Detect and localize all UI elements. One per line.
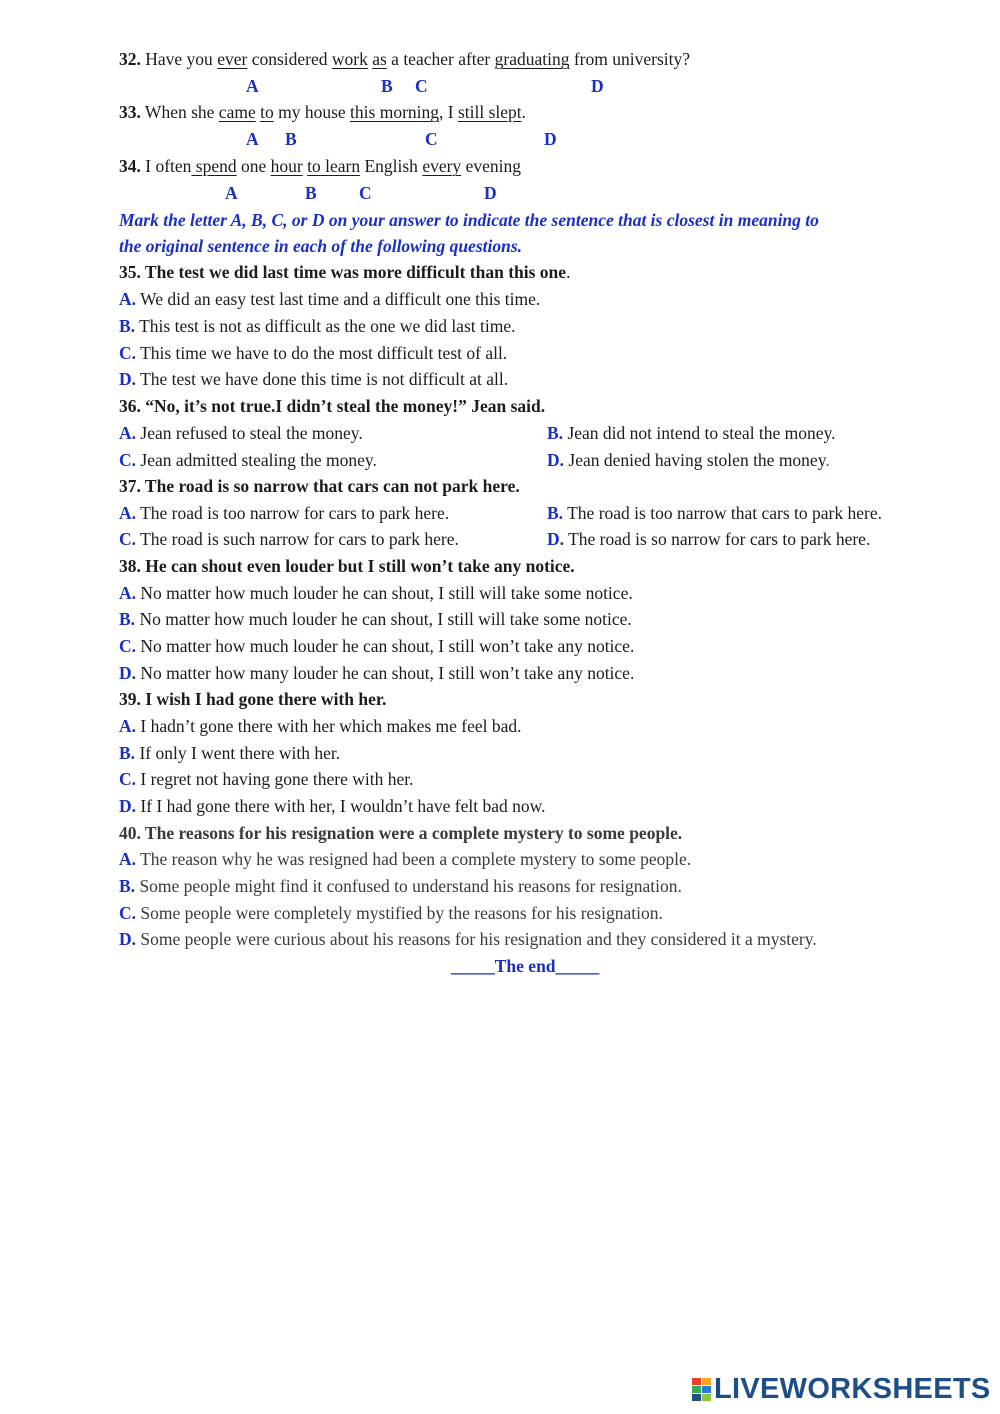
- label-d: D: [591, 76, 604, 96]
- option-text: No matter how much louder he can shout, I still won’t take any notice.: [136, 636, 635, 656]
- option-text: No matter how much louder he can shout, I still will take some notice.: [135, 609, 632, 629]
- underlined-word-d: still slept: [457, 102, 522, 122]
- option-text: If I had gone there with her, I wouldn’t have felt bad now.: [136, 796, 546, 816]
- option-text: No matter how many louder he can shout, I still won’t take any notice.: [136, 663, 635, 683]
- text-segment: I often: [140, 156, 192, 176]
- option-letter: B.: [119, 609, 136, 629]
- liveworksheets-logo[interactable]: [692, 1374, 991, 1404]
- text-segment: considered: [247, 49, 332, 69]
- logo-block: [702, 1394, 711, 1401]
- q38-option-b: [119, 608, 632, 630]
- q36-option-a: [119, 422, 363, 444]
- option-letter: B.: [119, 876, 136, 896]
- underlined-word-a: ever: [217, 49, 248, 69]
- q35-option-b: [119, 315, 515, 337]
- question-33: [119, 101, 526, 123]
- option-letter: A.: [119, 423, 137, 443]
- question-35-stem: [119, 261, 570, 283]
- q38-option-d: [119, 662, 634, 684]
- underlined-word-a: came: [218, 102, 256, 122]
- label-d: D: [484, 183, 497, 203]
- question-37-stem: 37. The road is so narrow that cars can not park here.: [119, 476, 520, 496]
- option-letter: D.: [119, 796, 137, 816]
- option-text: I regret not having gone there with her.: [136, 769, 414, 789]
- question-38-stem: 38. He can shout even louder but I still won’t take any notice.: [119, 556, 575, 576]
- question-number: 32.: [119, 49, 141, 69]
- option-letter: C.: [119, 903, 137, 923]
- q35-option-a: [119, 288, 540, 310]
- q38-option-a: [119, 582, 633, 604]
- instruction-line-1: Mark the letter A, B, C, or D on your answer to indicate the sentence that is closest in meaning to: [119, 210, 819, 230]
- question-number: 34.: [119, 156, 141, 176]
- text-segment: When she: [140, 102, 219, 122]
- the-end-footer: _____The end_____: [451, 956, 600, 976]
- option-letter: D.: [119, 663, 137, 683]
- option-letter: A.: [119, 503, 137, 523]
- option-letter: D.: [119, 929, 137, 949]
- q37-option-b: [547, 502, 882, 524]
- logo-block: [692, 1378, 701, 1385]
- option-letter: B.: [547, 423, 564, 443]
- instruction-line-2: the original sentence in each of the following questions.: [119, 236, 523, 256]
- text-segment: English: [360, 156, 423, 176]
- text-segment: , I: [439, 102, 458, 122]
- option-text: This test is not as difficult as the one we did last time.: [135, 316, 516, 336]
- q36-option-d: [547, 449, 830, 471]
- label-c: C: [359, 183, 372, 203]
- logo-block: [692, 1386, 701, 1393]
- underlined-word-c: as: [372, 49, 387, 69]
- option-text: Jean did not intend to steal the money.: [563, 423, 836, 443]
- underlined-word-c: to learn: [307, 156, 361, 176]
- q39-option-c: [119, 768, 414, 790]
- underlined-word-d: every: [422, 156, 462, 176]
- option-text: No matter how much louder he can shout, I still will take some notice.: [136, 583, 633, 603]
- q37-option-a: [119, 502, 449, 524]
- option-letter: D.: [119, 369, 137, 389]
- underlined-word-b: work: [331, 49, 368, 69]
- label-b: B: [381, 76, 393, 96]
- option-text: I hadn’t gone there with her which makes me feel bad.: [136, 716, 522, 736]
- underlined-word-b: to: [260, 102, 274, 122]
- option-text: Jean admitted stealing the money.: [136, 450, 377, 470]
- logo-text: LIVEWORKSHEETS: [714, 1372, 991, 1405]
- option-text: Some people were curious about his reasons for his resignation and they considered it a mystery.: [136, 929, 817, 949]
- logo-icon: [692, 1378, 711, 1401]
- q39-option-d: [119, 795, 545, 817]
- stem-end: .: [566, 262, 571, 282]
- label-a: A: [246, 129, 259, 149]
- option-text: The road is too narrow that cars to park here.: [563, 503, 883, 523]
- question-32: [119, 48, 690, 70]
- q40-option-b: [119, 875, 682, 897]
- option-text: The reason why he was resigned had been a complete mystery to some people.: [136, 849, 692, 869]
- option-end: .: [825, 450, 830, 470]
- option-text: The road is such narrow for cars to park here.: [136, 529, 459, 549]
- text-segment: .: [521, 102, 527, 122]
- option-letter: C.: [119, 343, 137, 363]
- q40-option-d: [119, 928, 817, 950]
- label-c: C: [415, 76, 428, 96]
- option-text: The road is too narrow for cars to park here.: [136, 503, 450, 523]
- underlined-word-b: hour: [270, 156, 303, 176]
- text-segment: my house: [273, 102, 351, 122]
- option-letter: C.: [119, 769, 137, 789]
- question-number: 33.: [119, 102, 141, 122]
- q40-option-c: [119, 902, 663, 924]
- q36-option-b: [547, 422, 836, 444]
- option-text: Jean denied having stolen the money: [564, 450, 826, 470]
- logo-block: [702, 1378, 711, 1385]
- q37-option-c: [119, 528, 459, 550]
- option-letter: A.: [119, 583, 137, 603]
- q35-option-d: [119, 368, 508, 390]
- option-text: Jean refused to steal the money.: [136, 423, 363, 443]
- option-letter: D.: [547, 450, 565, 470]
- label-a: A: [246, 76, 259, 96]
- option-letter: B.: [547, 503, 564, 523]
- option-letter: C.: [119, 529, 137, 549]
- option-letter: B.: [119, 316, 136, 336]
- label-a: A: [225, 183, 238, 203]
- underlined-word-a: spend: [191, 156, 237, 176]
- q38-option-c: [119, 635, 634, 657]
- option-letter: D.: [547, 529, 565, 549]
- option-text: Some people were completely mystified by the reasons for his resignation.: [136, 903, 663, 923]
- q35-option-c: [119, 342, 507, 364]
- text-segment: evening: [461, 156, 521, 176]
- option-text: The test we have done this time is not difficult at all.: [136, 369, 509, 389]
- question-36-stem: 36. “No, it’s not true.I didn’t steal the money!” Jean said.: [119, 396, 546, 416]
- option-letter: B.: [119, 743, 136, 763]
- underlined-word-d: graduating: [494, 49, 570, 69]
- q36-option-c: [119, 449, 377, 471]
- logo-block: [702, 1386, 711, 1393]
- option-text: If only I went there with her.: [135, 743, 341, 763]
- underlined-word-c: this morning: [350, 102, 440, 122]
- text-segment: Have you: [140, 49, 218, 69]
- q39-option-b: [119, 742, 340, 764]
- option-letter: A.: [119, 849, 137, 869]
- label-b: B: [305, 183, 317, 203]
- question-40-stem: 40. The reasons for his resignation were a complete mystery to some people.: [119, 823, 683, 843]
- logo-block: [692, 1394, 701, 1401]
- stem-text: 35. The test we did last time was more difficult than this one: [119, 262, 567, 282]
- option-letter: A.: [119, 716, 137, 736]
- q39-option-a: [119, 715, 522, 737]
- q37-option-d: [547, 528, 870, 550]
- option-text: We did an easy test last time and a difficult one this time.: [136, 289, 541, 309]
- question-34: [119, 155, 521, 177]
- question-39-stem: 39. I wish I had gone there with her.: [119, 689, 387, 709]
- label-d: D: [544, 129, 557, 149]
- text-segment: from university?: [569, 49, 691, 69]
- option-text: The road is so narrow for cars to park here.: [564, 529, 871, 549]
- label-c: C: [425, 129, 438, 149]
- q40-option-a: [119, 848, 691, 870]
- label-b: B: [285, 129, 297, 149]
- option-letter: C.: [119, 450, 137, 470]
- option-letter: C.: [119, 636, 137, 656]
- option-text: This time we have to do the most difficult test of all.: [136, 343, 508, 363]
- text-segment: one: [236, 156, 271, 176]
- option-text: Some people might find it confused to understand his reasons for resignation.: [135, 876, 682, 896]
- option-letter: A.: [119, 289, 137, 309]
- text-segment: a teacher after: [386, 49, 495, 69]
